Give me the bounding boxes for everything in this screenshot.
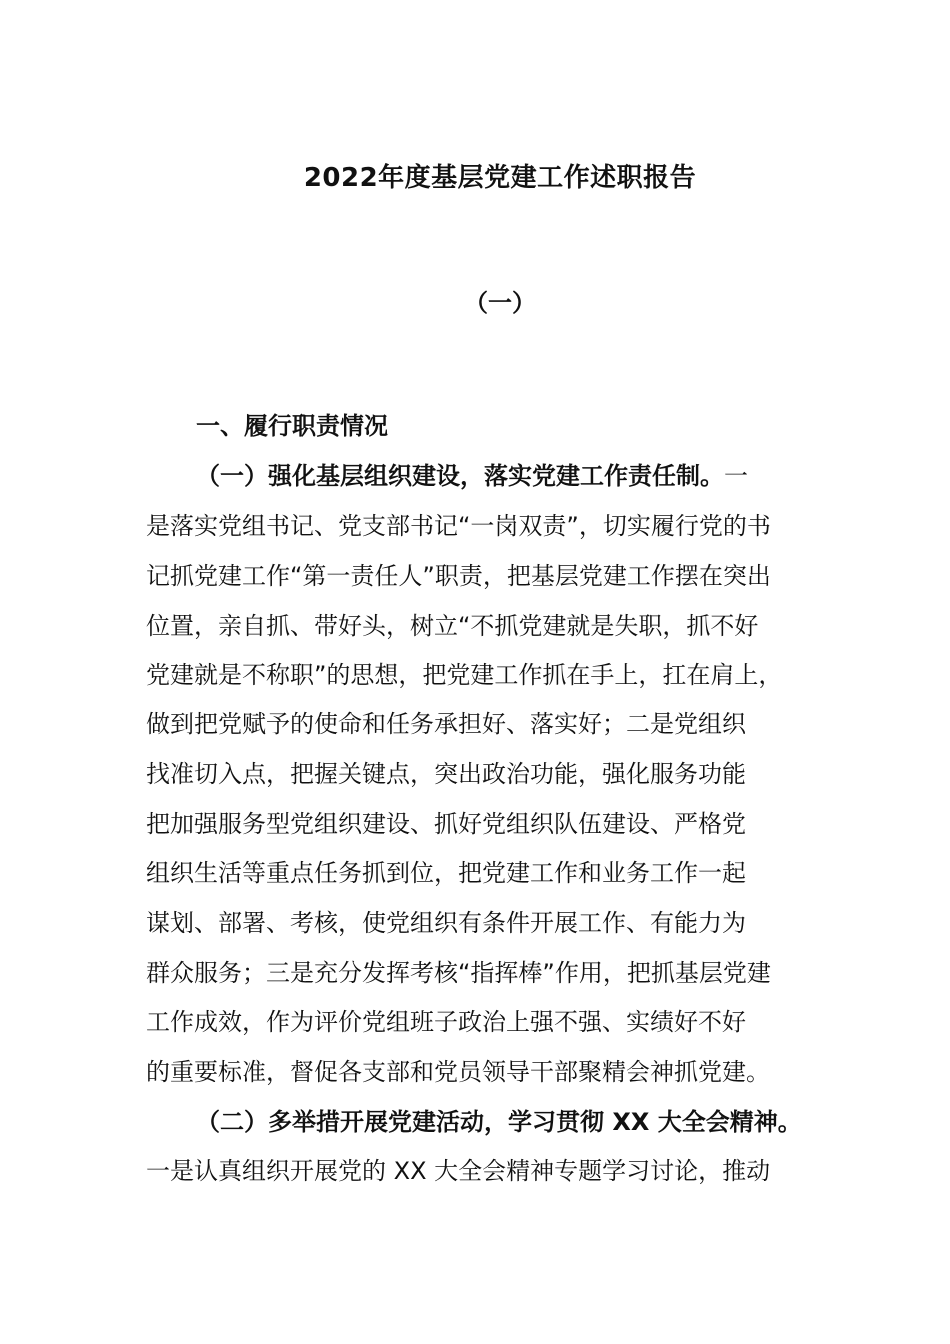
paragraph-1-first-line: [196, 458, 748, 494]
paragraph-1-heading: （一）强化基层组织建设，落实党建工作责任制。: [196, 462, 724, 490]
paragraph-1-line: 群众服务；三是充分发挥考核“指挥棒”作用，把抓基层党建: [146, 959, 771, 987]
paragraph-1-line: 的重要标准，督促各支部和党员领导干部聚精会神抓党建。: [146, 1058, 770, 1086]
paragraph-1-lead-text: 一: [724, 462, 748, 490]
paragraph-1-line: 党建就是不称职”的思想，把党建工作抓在手上，扛在肩上，: [146, 661, 783, 689]
paragraph-1-line: 工作成效，作为评价党组班子政治上强不强、实绩好不好: [146, 1008, 746, 1036]
document-title: 2022年度基层党建工作述职报告: [303, 163, 697, 193]
paragraph-1-line: 谋划、部署、考核，使党组织有条件开展工作、有能力为: [146, 909, 746, 937]
paragraph-1-line: 做到把党赋予的使命和任务承担好、落实好；二是党组织: [146, 710, 746, 738]
document-subtitle: （一）: [464, 289, 536, 317]
paragraph-1-line: 把加强服务型党组织建设、抓好党组织队伍建设、严格党: [146, 810, 746, 838]
paragraph-1-line: 找准切入点，把握关键点，突出政治功能，强化服务功能: [146, 760, 746, 788]
section-heading: 一、履行职责情况: [196, 412, 388, 440]
paragraph-1-line: 位置，亲自抓、带好头，树立“不抓党建就是失职，抓不好: [146, 612, 759, 640]
paragraph-1-line: 记抓党建工作“第一责任人”职责，把基层党建工作摆在突出: [146, 562, 771, 590]
paragraph-2-line: 一是认真组织开展党的 XX 大全会精神专题学习讨论，推动: [146, 1157, 771, 1185]
paragraph-2-heading: （二）多举措开展党建活动，学习贯彻 XX 大全会精神。: [196, 1108, 802, 1136]
paragraph-1-line: 组织生活等重点任务抓到位，把党建工作和业务工作一起: [146, 859, 746, 887]
paragraph-1-line: 是落实党组书记、党支部书记“一岗双责”，切实履行党的书: [146, 512, 771, 540]
